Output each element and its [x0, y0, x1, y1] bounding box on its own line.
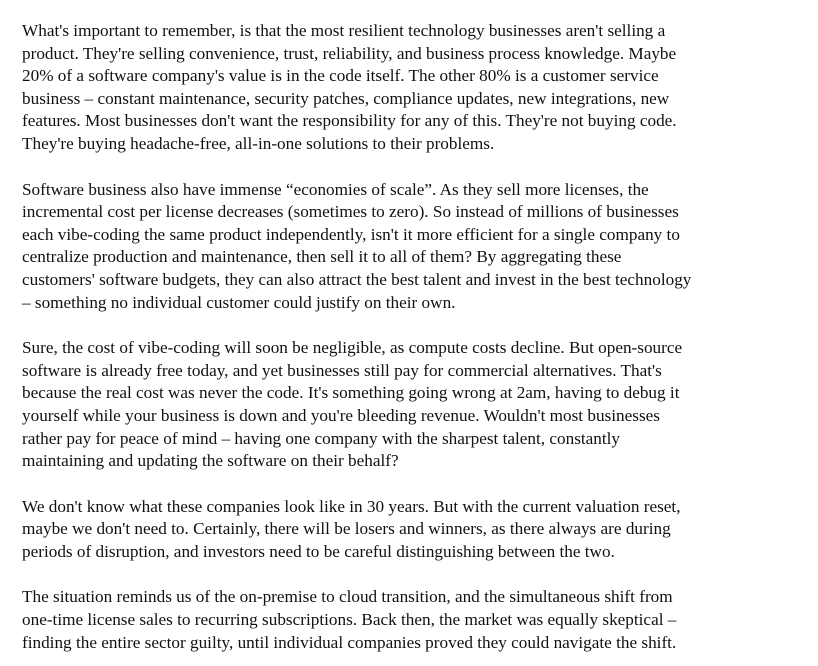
- paragraph-vibe-coding-cost: [22, 337, 818, 473]
- text-line: 20% of a software company's value is in the code itself. The other 80% is a customer service: [22, 66, 659, 86]
- text-line: They're buying headache-free, all-in-one solutions to their problems.: [22, 133, 495, 153]
- text-line: finding the entire sector guilty, until individual companies proved they could navigate the shift.: [22, 632, 677, 652]
- text-line: incremental cost per license decreases (sometimes to zero). So instead of millions of businesses: [22, 202, 679, 222]
- text-line: each vibe-coding the same product independently, isn't it more efficient for a single company to: [22, 224, 680, 244]
- text-line: software is already free today, and yet businesses still pay for commercial alternatives. That's: [22, 360, 662, 380]
- paragraph-spacer: [22, 473, 818, 496]
- text-line: features. Most businesses don't want the responsibility for any of this. They're not buying code.: [22, 111, 677, 131]
- text-line: rather pay for peace of mind – having one company with the sharpest talent, constantly: [22, 428, 621, 448]
- paragraph-spacer: [22, 563, 818, 586]
- text-line: periods of disruption, and investors need to be careful distinguishing between the two.: [22, 541, 615, 561]
- text-line: because the real cost was never the code. It's something going wrong at 2am, having to debug it: [22, 383, 680, 403]
- text-line: – something no individual customer could justify on their own.: [22, 292, 456, 312]
- paragraph-cloud-transition: [22, 586, 818, 654]
- text-line: product. They're selling convenience, trust, reliability, and business process knowledge. Maybe: [22, 43, 677, 63]
- text-line: one-time license sales to recurring subscriptions. Back then, the market was equally skeptical –: [22, 610, 677, 630]
- paragraph-valuation-reset: [22, 496, 818, 564]
- text-line: The situation reminds us of the on-premise to cloud transition, and the simultaneous shift from: [22, 587, 673, 607]
- text-line: Sure, the cost of vibe-coding will soon be negligible, as compute costs decline. But open-source: [22, 338, 683, 358]
- text-line: What's important to remember, is that the most resilient technology businesses aren't selling a: [22, 21, 666, 40]
- text-line: business – constant maintenance, security patches, compliance updates, new integrations, new: [22, 88, 670, 108]
- text-line: Software business also have immense “economies of scale”. As they sell more licenses, the: [22, 179, 649, 199]
- paragraph-economies-of-scale: [22, 179, 818, 315]
- text-line: yourself while your business is down and you're bleeding revenue. Wouldn't most businesses: [22, 405, 660, 425]
- paragraph-spacer: [22, 314, 818, 337]
- paragraph-resilient-businesses: [22, 20, 818, 156]
- text-line: maintaining and updating the software on their behalf?: [22, 451, 399, 471]
- text-line: centralize production and maintenance, then sell it to all of them? By aggregating these: [22, 247, 622, 267]
- paragraph-spacer: [22, 156, 818, 179]
- text-line: maybe we don't need to. Certainly, there will be losers and winners, as there always are during: [22, 519, 671, 539]
- text-line: customers' software budgets, they can also attract the best talent and invest in the best technology: [22, 269, 692, 289]
- text-line: We don't know what these companies look like in 30 years. But with the current valuation reset,: [22, 496, 681, 516]
